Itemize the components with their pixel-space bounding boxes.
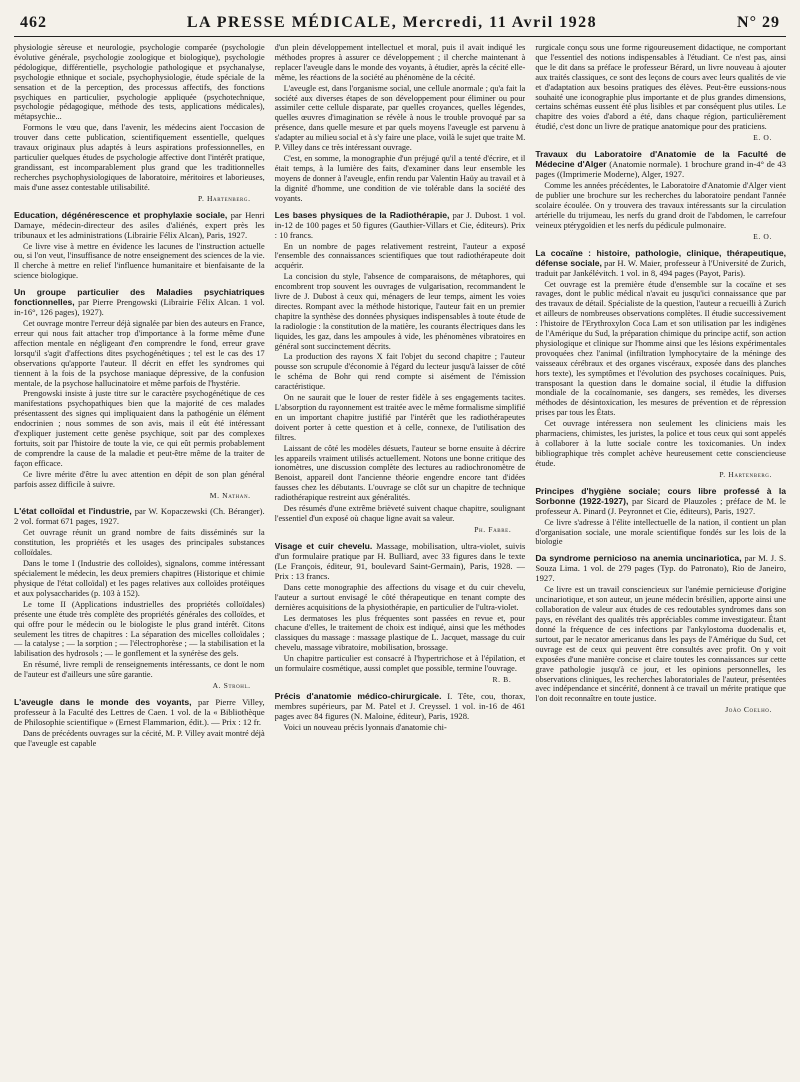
book-title: La cocaïne : histoire, pathologie, clinique, thérapeutique, défense sociale, [535,247,786,268]
paragraph: physiologie sèreuse et neurologie, psychologie comparée (psychologie évolutive générale, psychologie zoologique et biologique), psychologie pédologique, différentielle, psychologie pathologique et psychanalyse, psychologie ethnique et sociale, psychophysiologie, étude spéciale de la sensation et de la perception, des processus affectifs, des fonctions psychiques en particulier, psychologie appliquée (psychotechnique, psychologie pédagogique, méthode des tests, applications médicales), métapsychie... [14,43,265,122]
book-title: Travaux du Laboratoire d'Anatomie de la Faculté de Médecine d'Alger [535,149,786,170]
review-heading [535,248,786,278]
paragraph: Formons le vœu que, dans l'avenir, les médecins aient l'occasion de trouver dans cette publication, scientifiquement essentielle, quelques travaux originaux plus adaptés à leurs aspirations professionnelles, en particulier quelques études de psychologie affective dont l'intérêt pratique, grandissant, est incomparablement plus grand que les traditionnelles recherches psychophysiologiques de laboratoire, méritoires et laborieuses, mais d'une assez contestable utilisabilité. [14,123,265,192]
review-heading [14,697,265,727]
paragraph: Cet ouvrage réunit un grand nombre de faits disséminés sur la constitution, les propriétés et les usages des principales substances colloïdales. [14,528,265,558]
column-1 [14,43,265,1063]
reviewer-signature: E. O. [753,231,772,241]
review-heading [275,210,526,240]
reviewer-signature: João Coelho. [725,705,772,715]
book-title: Principes d'hygiène sociale; cours libre professé à la Sorbonne (1922-1927), [535,485,786,506]
book-title: L'aveugle dans le monde des voyants, [14,696,192,707]
paragraph: Cet ouvrage est la première étude d'ensemble sur la cocaïne et ses ravages, dont le public médical n'avait eu jusqu'ici connaissance que par des travaux de détail. Spécialiste de la question, l'auteur a recueilli à Zurich et ailleurs de nombreuses observations complètes. Il étudie successivement : l'histoire de l'Erythroxylon Coca Lam et son utilisation par les indigènes de l'Amérique du Sud, la préparation chimique du principe actif, son action physiologique et clinique sur l'homme ainsi que les lésions expérimentales provoquées chez l'animal (infiltration lymphocytaire de la méninge des vaisseaux cérébraux et des organes viscéraux, exposée dans des planches hors texte), les symptômes et l'évolution des psychoses cocaïniques. Puis, transposant la question dans le domaine social, il étudie la diffusion mondiale de la cocaïnomanie, ses dangers, ses remèdes, les diverses méthodes de désintoxication, les mesures de prévention et de répression prises par tous les États. [535,279,786,418]
reviewer-signature: Ph. Fabre. [474,524,512,534]
paragraph: Ce livre vise à mettre en évidence les lacunes de l'instruction actuelle ou, si l'on veut, l'insuffisance de notre enseignement des sciences de la vie. Il cherche à mettre en relief l'influence humanitaire et bienfaisante de la science biologique. [14,241,265,281]
book-meta: par H. W. Maier, professeur à l'Université de Zurich, traduit par Jankélévitch. 1 vol. in 8, 494 pages (Payot, Paris). [535,257,786,278]
review-entry [535,553,786,715]
reviewer-signature: R. B. [492,674,512,684]
paragraph: Un chapitre particulier est consacré à l'hypertrichose et à l'épilation, et un formulaire cosmétique, aussi complet que possible, termine l'ouvrage. [274,654,526,674]
review-entry [535,248,786,480]
review-heading [535,486,786,516]
paragraph: Des résumés d'une extrême brièveté suivent chaque chapitre, soulignant l'essentiel d'un exposé où chaque ligne avait sa valeur. [274,504,526,523]
paragraph: La concision du style, l'absence de comparaisons, de métaphores, qui encombrent trop souvent les ouvrages de vulgarisation, recommandent le livre de J. Dubost à ceux qui, ménagers de leur temps, aiment les voies directes. Rompant avec la méthode historique, l'auteur fait en un premier chapitre la synthèse des données physiques indispensables à toute étude de la radiologie : la constitution de la matière, les courants électriques dans les liquides, les gaz, dans les ampoules à vide, les phénomènes vibratoires en général sont succinctement décrits. [274,272,526,351]
book-title: Visage et cuir chevelu. [274,540,373,551]
review-heading [14,506,265,526]
paragraph: Le tome II (Applications industrielles des propriétés colloïdales) présente une étude très complète des propriétés générales des colloïdes, et qui offre pour le médecin ou le biologiste le plus grand intérêt. Citons seulement les titres de chapitres : La séparation des micelles colloïdales ; — la catalyse ; — la sorption ; — l'électrophorèse ; — la stabilisation et la labilisation des hydrosols ; — le gonflement et la synérèse des gels. [14,599,265,659]
paragraph: L'aveugle est, dans l'organisme social, une cellule anormale ; qu'a fait la société aux diverses étapes de son développement pour éliminer ou pour assimiler cette cellule disparate, par quelles croyances, quelles légendes, quelles œuvres d'imagination se révèle à nous le trouble provoqué par sa présence, dans quelle mesure et par quels moyens l'aveugle est parvenu à s'adapter au milieu social et à s'y faire une place, voilà le sujet que traite M. P. Villey dans ce très intéressant ouvrage. [274,83,526,153]
book-title: Education, dégénérescence et prophylaxie sociale, [14,209,228,220]
paragraph: En résumé, livre rempli de renseignements intéressants, ce dont le nom de l'auteur est d'ailleurs une sûre garantie. [14,660,265,680]
paragraph: Les dermatoses les plus fréquentes sont passées en revue et, pour chacune d'elles, le traitement de choix est indiqué, ainsi que les méthodes classiques du massage : massage plastique de L. Jacquet, massage du cuir chevelu, massage vibratoire, mobilisation, brossage. [274,613,526,653]
paragraph: Dans cette monographie des affections du visage et du cuir chevelu, l'auteur a surtout envisagé le côté thérapeutique en tenant compte des dernières acquisitions de la physiothérapie, en particulier de l'ultra-violet. [274,582,526,612]
paragraph: Cet ouvrage montre l'erreur déjà signalée par bien des auteurs en France, erreur qui nous fait attacher trop d'importance à la forme même d'une affection mentale en négligeant d'en comprendre le fond, erreur grave lorsqu'il s'agit d'affections dites psychogénétiques ; tel est le cas des 17 observations qu'apporte l'auteur. Il décrit en effet les syndromes qui tiennent à la fois de la psychose maniaque dépressive, de la confusion mentale, de la psychose hallucinatoire et même parfois de l'hystérie. [14,319,265,388]
book-title: Da syndrome pernicioso na anemia uncinariotica, [535,553,742,564]
reviewer-signature: A. Strohl. [212,681,251,691]
review-entry [535,486,786,548]
book-title: Un groupe particulier des Maladies psychiatriques fonctionnelles, [14,287,265,308]
paragraph: C'est, en somme, la monographie d'un préjugé qu'il a tenté d'écrire, et il était temps, à la lumière des faits, d'examiner dans leur ensemble les moyens de donner à l'aveugle, enfin rendu par Valentin Haüy au travail et à la dignité d'homme, une condition de vie tolérable dans la société des voyants. [274,153,526,203]
book-meta: par J. Dubost. 1 vol. in-12 de 100 pages et 50 figures (Gauthier-Villars et Cie, éditeurs). Prix : 10 francs. [274,209,526,240]
paragraph: Ce livre est un travail consciencieux sur l'anémie pernicieuse d'origine uncinariotique, et son auteur, un jeune médecin brésilien, apporte ainsi une collaboration de valeur aux études de ces redoutables syndromes dans son pays, en révélant des qualités très appréciables comme investigateur. Étant donné la fréquence de ces infections par l'ankylostoma duodenalis et, surtout, par le necator americanus dans les pays de l'Amérique du Sud, cet ouvrage est de ceux qui peuvent être consultés avec profit. On y voit exposées d'une manière concise et claire toutes les connaissances sur cette grave pathologie jusqu'à ce jour, et les opinions personnelles, les observations cliniques, les recherches laboratoriales de l'auteur, présentées avec indépendance et sincérité, donnent à ce travail un mérite pratique que l'on doit reconnaître en toute justice. [535,585,786,704]
book-meta: par Pierre Prengowski (Librairie Félix Alcan. 1 vol. in-16°, 126 pages), 1927). [14,297,265,318]
book-meta: par Sicard de Plauzoles ; préface de M. le professeur A. Pinard (J. Peyronnet et Cie, éditeurs), Paris, 1927. [535,495,786,516]
paragraph: Voici un nouveau précis lyonnais d'anatomie chi- [283,722,447,732]
book-meta: I. Tête, cou, thorax, membres supérieurs, par M. Patel et J. Creyssel. 1 vol. in-16 de 461 pages avec 84 figures (N. Maloine, éditeur), Paris, 1928. [274,690,526,721]
journal-title: LA PRESSE MÉDICALE, Mercredi, 11 Avril 1928 [186,14,598,31]
book-meta: Massage, mobilisation, ultra-violet, suivis d'un formulaire pratique par H. Bulliard, avec 33 figures dans le texte (Le François, éditeur, 91, boulevard Saint-Germain), Paris, 1928. — Prix : 13 francs. [274,540,526,581]
paragraph: d'un plein développement intellectuel et moral, puis il avait indiqué les méthodes propres à assurer ce développement ; il cherche maintenant à replacer l'aveugle dans le monde des voyants, à étudier, après la cécité elle-même, les réactions de la société au phénomène de la cécité. [274,43,526,82]
review-entry [275,691,526,733]
issue-number: N° 29 [737,14,780,31]
book-title: L'état colloïdal et l'industrie, [14,506,132,517]
review-entry [275,210,526,535]
review-heading [275,541,526,581]
book-title: Précis d'anatomie médico-chirurgicale. [274,690,442,701]
reviewer-signature: E. O. [753,133,772,143]
review-entry [14,210,265,282]
review-entry [535,149,786,241]
review-heading [14,287,265,317]
reviewer-signature: M. Nathan. [209,490,251,500]
book-meta: par W. Kopaczewski (Ch. Béranger). 2 vol. format 671 pages, 1927. [14,506,265,527]
review-heading [14,210,265,240]
paragraph: Laissant de côté les modèles désuets, l'auteur se borne ensuite à décrire les appareils vraiment utilisés actuellement. Notons une bonne critique des ionomètres, une discussion complète des lectures au radiochronomètre de Benoist, appareil dont l'ancienne théorie engendre encore tant d'idées fausses chez les débutants. L'ouvrage se clôt sur un chapitre de technique radiothérapique restreint aux généralités. [274,443,526,503]
paragraph: Prengowski insiste à juste titre sur le caractère psychogénétique de ces manifestations psychopathiques bien que la majorité de ces malades présentassent des signes qui impliquaient dans la pathogénie un élément endocrinien ; nous sommes de son avis, mais il eût été intéressant d'expliquer justement cette genèse psychique, soit par des complexes fortuits, soit par l'histoire de toute la vie, ce qui eût permis probablement de comprendre la cause de la maladie et peut-être même de la traiter de façon efficace. [14,389,265,468]
review-heading [275,691,526,721]
paragraph: La production des rayons X fait l'objet du second chapitre ; l'auteur pousse son scrupule d'économie à l'égard du lecteur jusqu'à laisser de côté le schéma de Bohr qui rend compte si aisément de l'émission caractéristique. [274,352,526,392]
paragraph: Cet ouvrage intéressera non seulement les cliniciens mais les pharmaciens, chimistes, les juristes, la police et tous ceux qui sont appelés à collaborer à la lutte sociale contre les toxicomanies. Un index bibliographique très complet achève heureusement cette consciencieuse étude. [535,419,786,468]
reviewer-signature: P. Hartenberg. [197,193,251,203]
paragraph: rurgicale conçu sous une forme rigoureusement didactique, ne comportant que l'essentiel des notions indispensables à l'étudiant. Ce n'est pas, ainsi que le dit dans sa préface le professeur Bérard, un livre nouveau à ajouter aux traités classiques, ce sont des leçons de cours avec leurs qualités de vie et d'adaptation aux besoins pratiques des élèves. Peut-être eussions-nous souhaité une iconographie plus importante et de plus grandes dimensions, certains schémas eussent été plus lisibles et par conséquent plus utiles. Le chapitre des voies d'abord a été, dans chaque région, particulièrement étudié, c'est donc un livre de pratique anatomique pour des praticiens. [535,43,786,132]
column-3 [535,43,786,1063]
book-title: Les bases physiques de la Radiothérapie, [274,209,450,220]
reviewer-signature: P. Hartenberg. [719,469,772,479]
page-header [14,14,786,37]
page-number: 462 [20,14,47,31]
paragraph: Ce livre s'adresse à l'élite intellectuelle de la nation, il contient un plan d'organisation sociale, une morale scientifique fondés sur les lois de la biologie [535,517,786,547]
paragraph: Ce livre mérite d'être lu avec attention en dépit de son plan général parfois assez difficile à suivre. [14,469,265,489]
review-heading [535,149,786,179]
paragraph: On ne saurait que le louer de rester fidèle à ses engagements tacites. L'absorption du rayonnement est traitée avec le même formalisme simplifié en un important chapitre justifié par l'intérêt que les radiothérapeutes doivent porter à cette question et à celle, connexe, de l'utilisation des filtres. [274,393,526,442]
review-heading [535,553,786,583]
book-meta: par Pierre Villey, professeur à la Faculté des Lettres de Caen. 1 vol. de la « Bibliothèque de Philosophie scientifique » (Ernest Flammarion, édit.). — Prix : 12 fr. [14,696,265,727]
column-2 [275,43,526,1063]
review-entry [14,697,265,749]
book-meta: par Henri Damaye, médecin-directeur des asiles d'aliénés, expert près les tribunaux et les administrations (Librairie Félix Alcan), Paris, 1927. [14,209,265,240]
text-columns [14,37,786,1063]
review-entry [14,506,265,691]
paragraph: Dans de précédents ouvrages sur la cécité, M. P. Villey avait montré déjà que l'aveugle est capable [14,728,265,748]
book-meta: par M. J. S. Souza Lima. 1 vol. de 279 pages (Typ. do Patronato), Rio de Janeiro, 1927. [535,553,786,584]
review-entry [275,541,526,685]
paragraph: En un nombre de pages relativement restreint, l'auteur a exposé l'ensemble des connaissances scientifiques que tout radiothérapeute doit acquérir. [274,241,526,271]
review-entry [14,287,265,500]
paragraph: Dans le tome I (Industrie des colloïdes), signalons, comme intéressant spécialement le médecin, les deux premiers chapitres (Historique et chimie physique de l'état colloïdal) et les pages relatives aux colloïdes protéiques et aux polysaccharides (p. 103 à 152). [14,559,265,598]
paragraph: Comme les années précédentes, le Laboratoire d'Anatomie d'Alger vient de publier une brochure sur les recherches du laboratoire pendant l'année scolaire écoulée. On y trouvera des travaux intéressants sur la circulation artérielle du trijumeau, les nerfs du grand droit de l'abdomen, le carrefour veineux ptérygoïdien et les nerfs du pédicule pulmonaire. [535,181,786,230]
book-meta: (Anatomie normale). 1 brochure grand in-4° de 43 pages ((Imprimerie Moderne), Alger, 1927. [535,159,786,180]
